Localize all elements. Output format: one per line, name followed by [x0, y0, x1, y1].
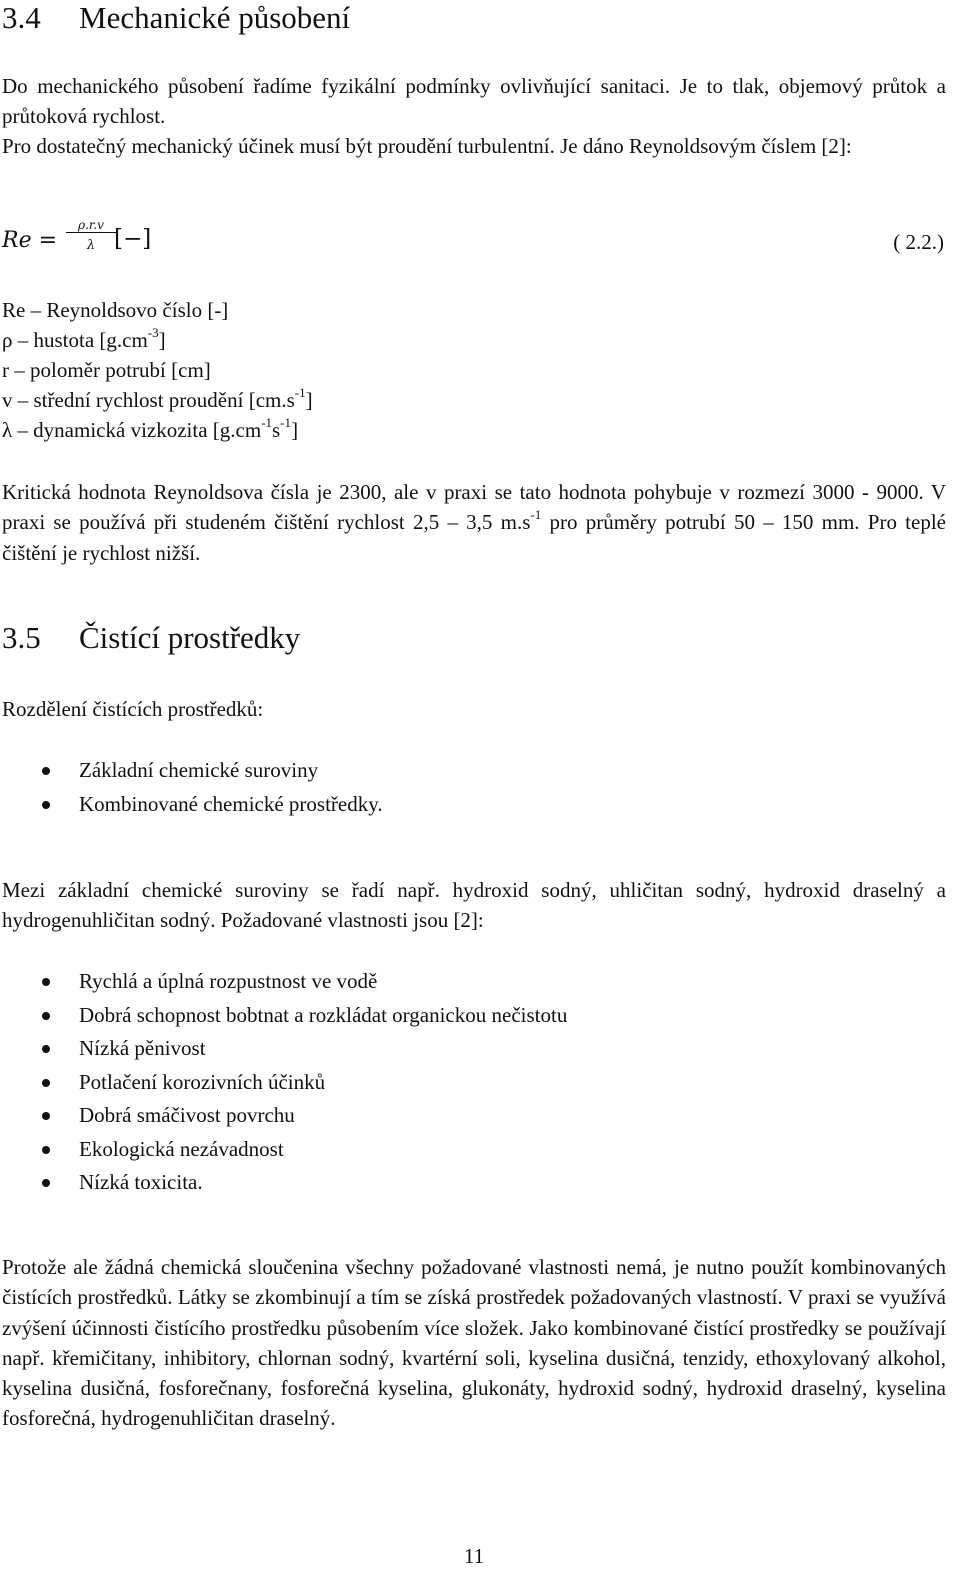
- list-item: Dobrá schopnost bobtnat a rozkládat organickou nečistotu: [2, 999, 946, 1033]
- variable-rho: ρ – hustota $[g.cm^{-3}]$: [2, 325, 166, 352]
- equation-numerator: ρ.r.v: [66, 218, 116, 233]
- bullet-icon: [42, 1045, 50, 1053]
- bullet-icon: [42, 1079, 50, 1087]
- list-item: Kombinované chemické prostředky.: [2, 788, 946, 822]
- bullet-list-categories: [2, 754, 946, 821]
- section-title: Čistící prostředky: [79, 620, 301, 655]
- variable-re: Re – Reynoldsovo číslo [-]: [2, 298, 229, 322]
- list-item: Nízká pěnivost: [2, 1032, 946, 1066]
- equation-denominator: λ: [86, 238, 96, 253]
- section-title: Mechanické působení: [79, 0, 351, 35]
- paragraph-basic-chemicals: Mezi základní chemické suroviny se řadí např. hydroxid sodný, uhličitan sodný, hydroxid draselný a hydrogenuhličitan sodný. Požadované vlastnosti jsou [2]:: [2, 878, 946, 933]
- list-item: Rychlá a úplná rozpustnost ve vodě: [2, 965, 946, 999]
- bullet-icon: [42, 978, 50, 986]
- variable-lambda: λ – dynamická vizkozita $[g.cm^{-1}s^{-1}]$: [2, 415, 299, 442]
- section-heading-3-4: [2, 0, 350, 36]
- equation-unit: [−]: [114, 226, 152, 252]
- section-number: 3.5: [2, 620, 41, 655]
- paragraph-critical-value: Kritická hodnota Reynoldsova čísla je 2300, ale v praxi se tato hodnota pohybuje v rozmezí 3000 - 9000. V praxi se používá při studeném čištění rychlost 2,5 – 3,5 $m.s^{-1}$ pro průměry potrubí 50 – 150 mm. Pro teplé čištění je rychlost nižší.: [2, 480, 946, 565]
- variable-v: v – střední rychlost proudění $[cm.s^{-1}]$: [2, 385, 313, 412]
- bullet-icon: [42, 1012, 50, 1020]
- paragraph-turbulent: Pro dostatečný mechanický účinek musí být proudění turbulentní. Je dáno Reynoldsovým číslem [2]:: [2, 134, 852, 158]
- bullet-icon: [42, 1112, 50, 1120]
- list-item: Nízká toxicita.: [2, 1166, 946, 1200]
- paragraph-division-intro: Rozdělení čistících prostředků:: [2, 697, 264, 721]
- equation-reynolds: [2, 218, 946, 268]
- section-number: 3.4: [2, 0, 41, 35]
- list-item: Potlačení korozivních účinků: [2, 1066, 946, 1100]
- variable-list: [2, 295, 313, 445]
- paragraph-mechanical-intro: Do mechanického působení řadíme fyzikální podmínky ovlivňující sanitaci. Je to tlak, objemový průtok a průtoková rychlost.: [2, 74, 946, 129]
- bullet-icon: [42, 1146, 50, 1154]
- bullet-list-properties: [2, 965, 946, 1200]
- equation-number: ( 2.2.): [893, 230, 944, 254]
- list-item: Dobrá smáčivost povrchu: [2, 1099, 946, 1133]
- bullet-icon: [42, 1179, 50, 1187]
- variable-r: r – poloměr potrubí [cm]: [2, 358, 211, 382]
- bullet-icon: [42, 767, 50, 775]
- bullet-icon: [42, 801, 50, 809]
- section-heading-3-5: [2, 620, 300, 656]
- equation-lhs: Re =: [2, 228, 58, 253]
- page-number: 11: [463, 1544, 485, 1568]
- list-item: Základní chemické suroviny: [2, 754, 946, 788]
- paragraph-combined-agents: Protože ale žádná chemická sloučenina všechny požadované vlastnosti nemá, je nutno použít kombinovaných čistících prostředků. Látky se zkombinují a tím se získá prostředek požadovaných vlastností. V praxi se využívá zvýšení účinnosti čistícího prostředku působením více složek. Jako kombinované čistící prostředky se používají např. křemičitany, inhibitory, chlornan sodný, kvartérní soli, kyselina dusičná, tenzidy, ethoxylovaný alkohol, kyselina dusičná, fosforečnany, fosforečná kyselina, glukonáty, hydroxid sodný, hydroxid draselný, kyselina fosforečná, hydrogenuhličitan draselný.: [2, 1255, 946, 1431]
- list-item: Ekologická nezávadnost: [2, 1133, 946, 1167]
